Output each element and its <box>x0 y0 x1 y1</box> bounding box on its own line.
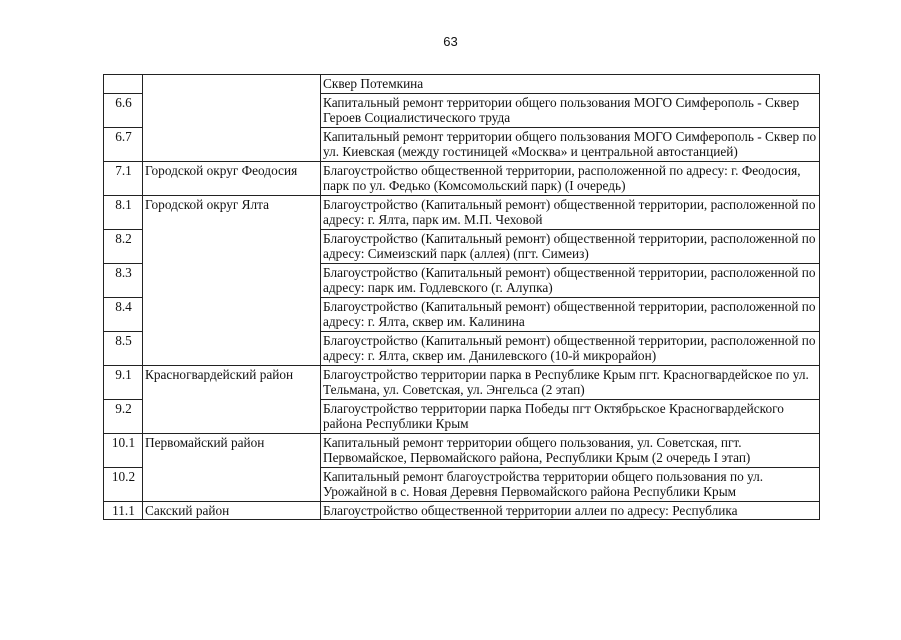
row-number: 8.1 <box>104 195 143 229</box>
description-cell: Благоустройство (Капитальный ремонт) общественной территории, расположенной по адресу: г. Ялта, парк им. М.П. Чеховой <box>321 195 820 229</box>
description-cell: Благоустройство общественной территории аллеи по адресу: Республика <box>321 501 820 520</box>
page-number: 63 <box>443 34 458 49</box>
district-cell: Городской округ Феодосия <box>143 161 321 195</box>
description-cell: Благоустройство (Капитальный ремонт) общественной территории, расположенной по адресу: парк им. Годлевского (г. Алупка) <box>321 263 820 297</box>
territories-table <box>103 74 820 520</box>
row-number: 8.3 <box>104 263 143 297</box>
description-cell: Благоустройство (Капитальный ремонт) общественной территории, расположенной по адресу: г. Ялта, сквер им. Калинина <box>321 297 820 331</box>
description-cell: Капитальный ремонт территории общего пользования, ул. Советская, пгт. Первомайское, Первомайского района, Республики Крым (2 очередь I этап) <box>321 433 820 467</box>
row-number: 6.7 <box>104 127 143 161</box>
description-cell: Благоустройство территории парка Победы пгт Октябрьское Красногвардейского района Республики Крым <box>321 399 820 433</box>
row-number: 6.6 <box>104 93 143 127</box>
row-number: 10.1 <box>104 433 143 467</box>
row-number: 8.5 <box>104 331 143 365</box>
description-cell: Капитальный ремонт благоустройства территории общего пользования по ул. Урожайной в с. Новая Деревня Первомайского района Республики Крым <box>321 467 820 501</box>
description-cell: Капитальный ремонт территории общего пользования МОГО Симферополь - Сквер по ул. Киевская (между гостиницей «Москва» и центральной автостанцией) <box>321 127 820 161</box>
row-number: 9.1 <box>104 365 143 399</box>
description-cell: Благоустройство (Капитальный ремонт) общественной территории, расположенной по адресу: Симеизский парк (аллея) (пгт. Симеиз) <box>321 229 820 263</box>
table-row <box>104 501 820 520</box>
row-number: 10.2 <box>104 467 143 501</box>
row-number: 7.1 <box>104 161 143 195</box>
description-cell: Капитальный ремонт территории общего пользования МОГО Симферополь - Сквер Героев Социалистического труда <box>321 93 820 127</box>
table-row <box>104 365 820 399</box>
district-cell: Сакский район <box>143 501 321 520</box>
description-cell: Благоустройство общественной территории, расположенной по адресу: г. Феодосия, парк по ул. Федько (Комсомольский парк) (I очередь) <box>321 161 820 195</box>
row-number: 8.4 <box>104 297 143 331</box>
description-cell: Благоустройство (Капитальный ремонт) общественной территории, расположенной по адресу: г. Ялта, сквер им. Данилевского (10-й микрорайон) <box>321 331 820 365</box>
table-row <box>104 161 820 195</box>
table-row <box>104 195 820 229</box>
description-cell: Благоустройство территории парка в Республике Крым пгт. Красногвардейское по ул. Тельмана, ул. Советская, ул. Энгельса (2 этап) <box>321 365 820 399</box>
row-number: 9.2 <box>104 399 143 433</box>
row-number: 11.1 <box>104 501 143 520</box>
district-cell: Красногвардейский район <box>143 365 321 433</box>
district-cell <box>143 75 321 162</box>
table-row <box>104 433 820 467</box>
district-cell: Первомайский район <box>143 433 321 501</box>
row-number: 8.2 <box>104 229 143 263</box>
row-number <box>104 75 143 94</box>
description-cell: Сквер Потемкина <box>321 75 820 94</box>
table-row <box>104 75 820 94</box>
district-cell: Городской округ Ялта <box>143 195 321 365</box>
